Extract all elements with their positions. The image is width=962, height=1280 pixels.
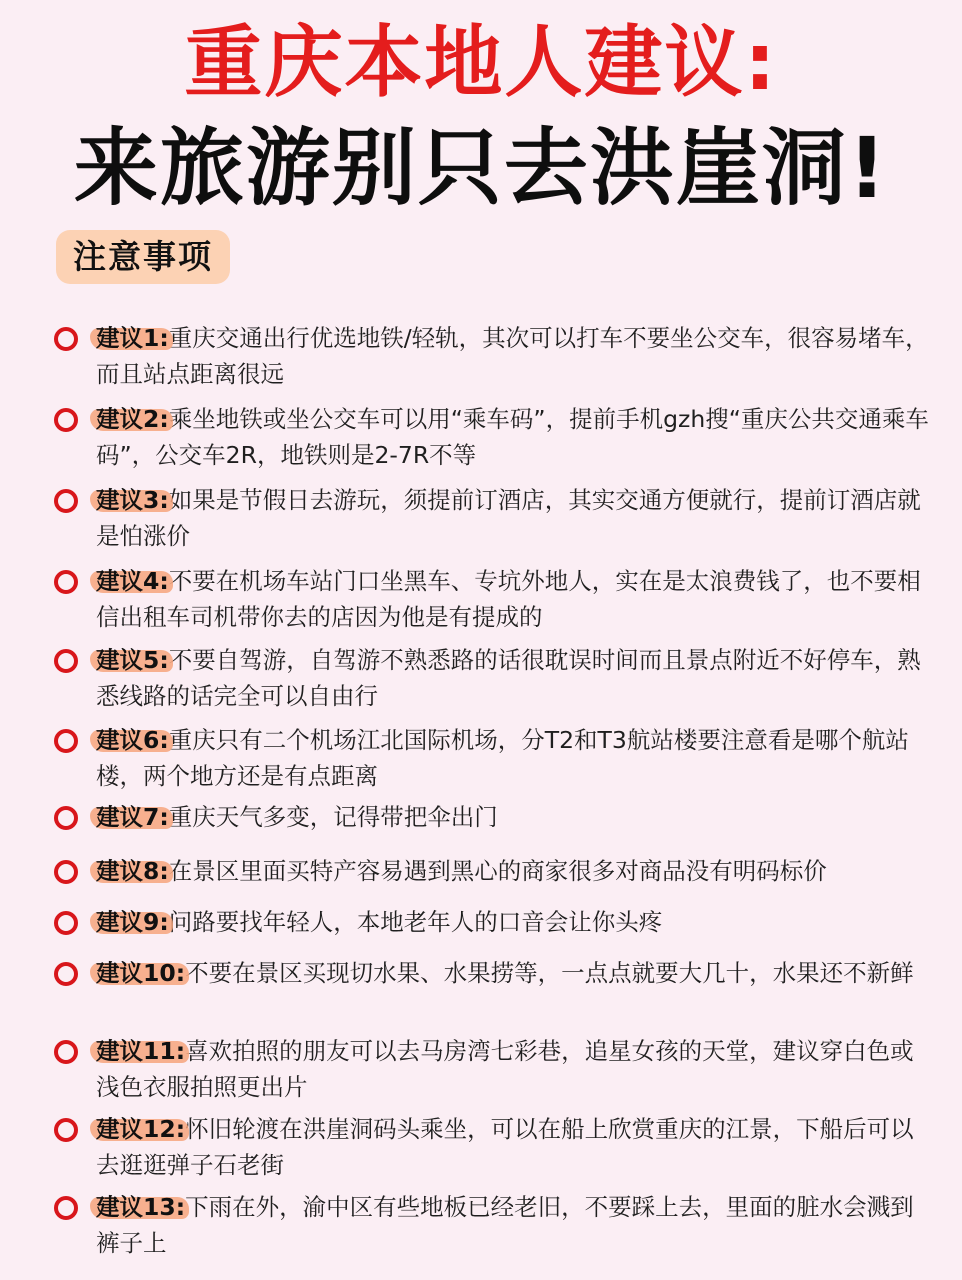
tip-text-block — [96, 642, 932, 714]
page-title-line-1: 重庆本地人建议: — [184, 18, 778, 108]
tip-label: 建议12: — [96, 1115, 186, 1143]
bullet-circle-icon — [54, 806, 78, 830]
tip-text-block — [96, 722, 932, 794]
page-title-line-2: 来旅游别只去洪崖洞! — [73, 119, 889, 217]
tip-text: 乘坐地铁或坐公交车可以用“乘车码”，提前手机gzh搜“重庆公共交通乘车码”，公交车2R，地铁则是2-7R不等 — [96, 405, 929, 469]
bullet-circle-icon — [54, 1196, 78, 1220]
tip-item-10 — [52, 955, 932, 991]
tip-text: 重庆天气多变，记得带把伞出门 — [168, 803, 498, 831]
tip-text: 不要在机场车站门口坐黑车、专坑外地人，实在是太浪费钱了，也不要相信出租车司机带你去的店因为他是有提成的 — [96, 567, 921, 631]
bullet-circle-icon — [54, 408, 78, 432]
tip-item-4 — [52, 563, 932, 635]
tip-text-block — [96, 853, 932, 889]
tip-label: 建议7: — [96, 803, 169, 831]
bullet-circle-icon — [54, 911, 78, 935]
tip-label: 建议1: — [96, 324, 169, 352]
tip-text: 怀旧轮渡在洪崖洞码头乘坐，可以在船上欣赏重庆的江景，下船后可以去逛逛弹子石老街 — [96, 1115, 914, 1179]
tip-label: 建议8: — [96, 857, 169, 885]
bullet-circle-icon — [54, 962, 78, 986]
tip-text: 喜欢拍照的朋友可以去马房湾七彩巷，追星女孩的天堂，建议穿白色或浅色衣服拍照更出片 — [96, 1037, 914, 1101]
tip-text: 在景区里面买特产容易遇到黑心的商家很多对商品没有明码标价 — [168, 857, 827, 885]
bullet-circle-icon — [54, 649, 78, 673]
bullet-circle-icon — [54, 729, 78, 753]
tip-label: 建议3: — [96, 486, 169, 514]
tip-label: 建议9: — [96, 908, 169, 936]
tip-label: 建议4: — [96, 567, 169, 595]
tip-item-8 — [52, 853, 932, 889]
tip-text-block — [96, 799, 932, 835]
tip-text: 如果是节假日去游玩，须提前订酒店，其实交通方便就行，提前订酒店就是怕涨价 — [96, 486, 921, 550]
tip-text-block — [96, 1111, 932, 1183]
tip-text: 重庆交通出行优选地铁/轻轨，其次可以打车不要坐公交车，很容易堵车，而且站点距离很远 — [96, 324, 929, 388]
tip-item-9 — [52, 904, 932, 940]
section-tag: 注意事项 — [56, 230, 230, 284]
tip-label: 建议5: — [96, 646, 169, 674]
tip-item-7 — [52, 799, 932, 835]
bullet-circle-icon — [54, 1118, 78, 1142]
tip-text: 重庆只有二个机场江北国际机场，分T2和T3航站楼要注意看是哪个航站楼，两个地方还是有点距离 — [96, 726, 909, 790]
tip-item-11 — [52, 1033, 932, 1105]
tip-text-block — [96, 563, 932, 635]
bullet-circle-icon — [54, 860, 78, 884]
tip-label: 建议11: — [96, 1037, 186, 1065]
tip-text-block — [96, 320, 932, 392]
tip-text-block — [96, 1189, 932, 1261]
tip-text-block — [96, 904, 932, 940]
tip-label: 建议13: — [96, 1193, 186, 1221]
tip-item-13 — [52, 1189, 932, 1261]
tip-text: 问路要找年轻人，本地老年人的口音会让你头疼 — [168, 908, 663, 936]
tip-item-1 — [52, 320, 932, 392]
bullet-circle-icon — [54, 570, 78, 594]
tip-item-12 — [52, 1111, 932, 1183]
tip-label: 建议10: — [96, 959, 186, 987]
bullet-circle-icon — [54, 327, 78, 351]
tip-item-6 — [52, 722, 932, 794]
tip-text-block — [96, 1033, 932, 1105]
bullet-circle-icon — [54, 1040, 78, 1064]
tip-text-block — [96, 482, 932, 554]
tip-label: 建议2: — [96, 405, 169, 433]
tip-item-5 — [52, 642, 932, 714]
tip-text-block — [96, 401, 932, 473]
tip-item-3 — [52, 482, 932, 554]
tip-text: 不要自驾游，自驾游不熟悉路的话很耽误时间而且景点附近不好停车，熟悉线路的话完全可以自由行 — [96, 646, 921, 710]
tip-item-2 — [52, 401, 932, 473]
tip-text: 下雨在外，渝中区有些地板已经老旧，不要踩上去，里面的脏水会溅到裤子上 — [96, 1193, 914, 1257]
tip-label: 建议6: — [96, 726, 169, 754]
tip-text-block — [96, 955, 932, 991]
bullet-circle-icon — [54, 489, 78, 513]
tip-text: 不要在景区买现切水果、水果捞等，一点点就要大几十，水果还不新鲜 — [185, 959, 914, 987]
